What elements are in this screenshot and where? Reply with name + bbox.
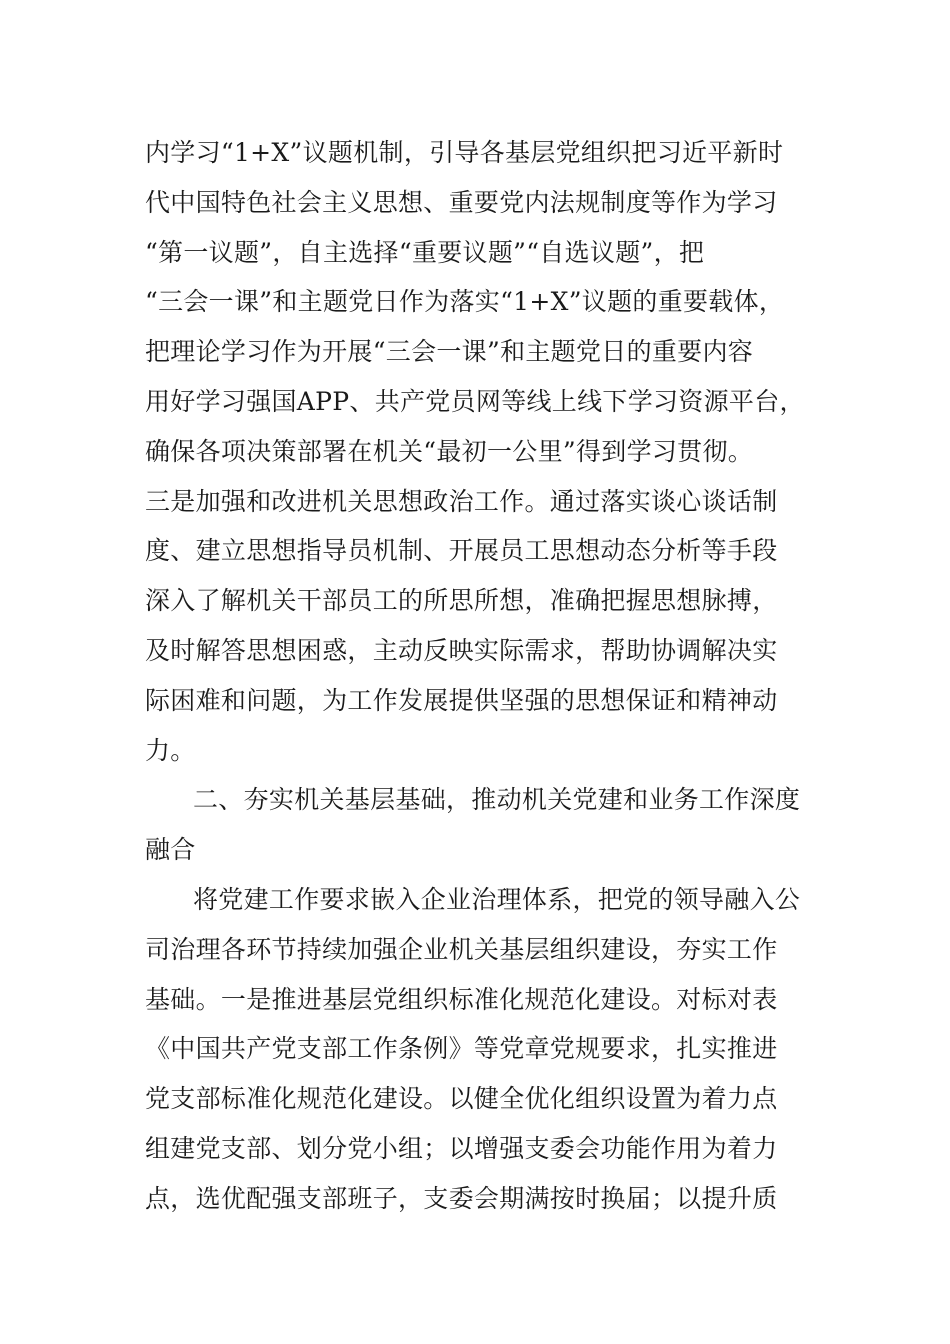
section-heading: 二、夯实机关基层基础，推动机关党建和业务工作深度: [193, 785, 801, 815]
text-line: 际困难和问题，为工作发展提供坚强的思想保证和精神动: [145, 685, 778, 715]
section-heading-continued: 融合: [145, 835, 196, 865]
text-line: 及时解答思想困惑，主动反映实际需求，帮助协调解决实: [145, 635, 778, 665]
text-line: 司治理各环节持续加强企业机关基层组织建设，夯实工作: [145, 934, 778, 964]
paragraph-first-line: 将党建工作要求嵌入企业治理体系，把党的领导融入公: [193, 884, 801, 914]
text-line: 确保各项决策部署在机关“最初一公里”得到学习贯彻。: [145, 436, 754, 466]
text-line: 深入了解机关干部员工的所思所想，准确把握思想脉搏，: [145, 586, 778, 616]
text-line: 基础。一是推进基层党组织标准化规范化建设。对标对表: [145, 984, 778, 1014]
text-line: 内学习“1+X”议题机制，引导各基层党组织把习近平新时: [145, 138, 784, 167]
text-line: “第一议题”，自主选择“重要议题”“自选议题”，把: [145, 237, 705, 267]
text-line: “三会一课”和主题党日作为落实“1+X”议题的重要载体，: [145, 287, 785, 317]
text-line: 把理论学习作为开展“三会一课”和主题党日的重要内容: [145, 337, 754, 367]
text-line: 力。: [145, 735, 196, 765]
text-line: 度、建立思想指导员机制、开展员工思想动态分析等手段: [145, 536, 778, 566]
text-line: 《中国共产党支部工作条例》等党章党规要求，扎实推进: [145, 1034, 778, 1064]
text-line: 党支部标准化规范化建设。以健全优化组织设置为着力点: [145, 1084, 778, 1114]
text-line: 用好学习强国APP、共产党员网等线上线下学习资源平台，: [145, 386, 805, 416]
text-line: 三是加强和改进机关思想政治工作。通过落实谈心谈话制: [145, 486, 778, 516]
text-line: 组建党支部、划分党小组；以增强支委会功能作用为着力: [145, 1133, 778, 1163]
text-line: 点，选优配强支部班子，支委会期满按时换届；以提升质: [145, 1183, 778, 1213]
body-text: [145, 128, 825, 1224]
text-line: 代中国特色社会主义思想、重要党内法规制度等作为学习: [145, 187, 778, 217]
